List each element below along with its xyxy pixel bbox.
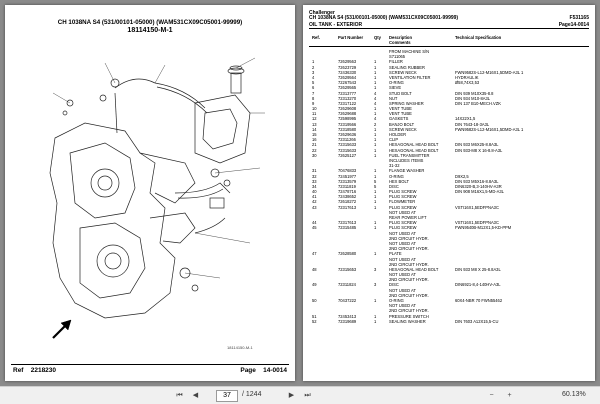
last-page-icon[interactable]: ⏭ — [304, 392, 311, 399]
row-description: O-RING — [389, 298, 404, 303]
row-description: GASKETS — [389, 116, 409, 122]
row-part-number: 72629608 — [338, 106, 357, 112]
row-ref: 43 — [312, 204, 317, 210]
col-part-number: Part Number — [338, 35, 364, 40]
row-part-number: 72317613 — [338, 204, 357, 210]
row-description: NUT — [389, 95, 398, 101]
row-part-number: 72313270 — [338, 95, 357, 101]
row-description: PLATE — [389, 251, 402, 257]
row-spec: FWN9540B-M12X1,5-KD-PPM — [455, 225, 512, 231]
row-part-number: 72629563 — [338, 59, 357, 65]
row-description: HEXAGONAL HEAD BOLT — [389, 142, 439, 148]
table-row — [309, 319, 589, 324]
row-part-number: 72315485 — [338, 225, 357, 231]
row-qty: 1 — [374, 313, 377, 319]
row-description: DISC — [389, 183, 399, 189]
row-ref: 8 — [312, 95, 315, 101]
row-part-number: 72625127 — [338, 152, 357, 158]
row-part-number: 72313579 — [338, 178, 357, 184]
next-page-icon[interactable]: ▶ — [288, 392, 295, 399]
row-qty: 4 — [374, 90, 377, 96]
row-part-number: 72315653 — [338, 266, 357, 272]
row-description: SEALING RUBBER — [389, 64, 425, 70]
parts-table — [309, 49, 589, 324]
row-part-number: 72311824 — [338, 282, 356, 288]
row-ref: 40 — [312, 189, 317, 195]
row-part-number: 72317122 — [338, 100, 357, 106]
row-part-number: 72629636 — [338, 132, 357, 137]
row-description: HEXAGONAL HEAD BOLT — [389, 266, 439, 272]
row-qty: 1 — [374, 132, 377, 137]
page-number-input[interactable] — [216, 390, 238, 402]
row-part-number: 72598995 — [338, 116, 357, 122]
row-spec: DIN 908 M16X1,5-MD-A3L — [455, 189, 504, 195]
row-spec: DIN 934 M10-8A3L — [455, 95, 491, 101]
row-qty: 5 — [374, 178, 377, 184]
row-description: VENT TUBE — [389, 106, 412, 112]
row-qty: 1 — [374, 142, 377, 148]
row-description: O-RING — [389, 80, 404, 86]
row-qty: 1 — [374, 220, 377, 226]
row-part-number: 72629688 — [338, 111, 357, 117]
row-part-number: 72319566 — [338, 121, 357, 127]
row-ref: 32 — [312, 173, 317, 179]
row-ref: 7 — [312, 90, 315, 96]
row-qty: 3 — [374, 282, 377, 288]
row-ref: 48 — [312, 266, 317, 272]
row-spec: 60X4-NBR 70 FWN55462 — [455, 298, 503, 303]
col-qty: Qty — [374, 35, 381, 40]
row-description: 2ND CIRCUIT HYDR. — [389, 308, 429, 314]
row-part-number: 72453413 — [338, 313, 357, 319]
left-footer-ref — [13, 367, 56, 374]
row-spec: DIN 933-M8 X 16-8.8-A3L — [455, 147, 503, 153]
footer-rule — [11, 364, 289, 365]
drawing-number: 18114150-M-1 — [227, 345, 253, 350]
row-qty: 1 — [374, 318, 377, 324]
header-title: CH 1038NA S4 (531/00101-05000) (WAM531CX09C05001-99999) — [309, 15, 459, 21]
viewer-toolbar — [0, 386, 600, 404]
page-total: / 1244 — [242, 391, 262, 398]
row-ref: 51 — [312, 313, 317, 319]
col-description: Description — [389, 35, 413, 40]
row-ref: 45 — [312, 225, 317, 231]
row-description: PLUG SCREW — [389, 189, 417, 195]
row-qty: 4 — [374, 95, 377, 101]
row-part-number: 72629565 — [338, 85, 357, 91]
row-qty: 1 — [374, 173, 377, 179]
row-qty: 1 — [374, 194, 377, 200]
row-qty: 1 — [374, 147, 377, 153]
ref-value: 2218230 — [30, 367, 57, 374]
previous-page-icon[interactable]: ◀ — [192, 392, 199, 399]
row-qty: 5 — [374, 183, 377, 189]
row-ref: 10 — [312, 106, 317, 112]
row-ref: 21 — [312, 142, 317, 148]
row-qty: 1 — [374, 85, 377, 91]
row-description: SIEVE — [389, 85, 402, 91]
page-label: Page — [240, 367, 256, 374]
row-qty: 2 — [374, 121, 377, 127]
row-description: SCREW NECK — [389, 69, 417, 75]
row-part-number: 72478716 — [338, 189, 357, 195]
row-spec: DIN 933 M5X16-8.8A3L — [455, 178, 499, 184]
row-description: CLIP — [389, 137, 399, 143]
row-ref: 16 — [312, 137, 317, 143]
row-part-number: 72618272 — [338, 199, 357, 205]
row-part-number: 72628580 — [338, 251, 357, 257]
row-spec: 14X22X1,5 — [455, 116, 476, 122]
right-page — [303, 5, 595, 381]
header-subtitle: OIL TANK - EXTERIOR — [309, 22, 363, 28]
row-description: FUEL TRANSMITTER — [389, 152, 430, 158]
row-part-number: 72313777 — [338, 90, 357, 96]
row-qty: 1 — [374, 106, 377, 112]
row-spec: DIN6921-8,4-140HV-A3L — [455, 282, 501, 288]
row-ref: 42 — [312, 199, 317, 205]
row-qty: 1 — [374, 225, 377, 231]
row-qty: 1 — [374, 168, 377, 174]
row-spec: DIN 7603 A12X15,5-CU — [455, 318, 499, 324]
row-part-number: 72315633 — [338, 142, 357, 148]
row-qty: 1 — [374, 80, 377, 86]
left-footer-page — [240, 367, 287, 374]
first-page-icon[interactable]: ⏮ — [176, 392, 183, 399]
row-part-number: 72318580 — [338, 126, 357, 132]
row-description: PLUG SCREW — [389, 220, 417, 226]
row-part-number: 72451977 — [338, 173, 357, 179]
row-part-number: 70476833 — [338, 168, 357, 174]
row-description: HEX BOLT — [389, 178, 409, 184]
row-description: NOT USED AT — [389, 287, 416, 293]
row-description: HEXAGONAL HEAD BOLT — [389, 147, 439, 153]
col-spec: Technical Specification — [455, 35, 502, 40]
row-qty: 4 — [374, 100, 377, 106]
row-part-number: 72311819 — [338, 183, 356, 189]
row-part-number: 72438652 — [338, 194, 357, 200]
row-ref: 6 — [312, 85, 315, 91]
ref-label: Ref — [13, 367, 24, 374]
row-description: FLANGE WASHER — [389, 168, 425, 174]
row-qty: 1 — [374, 298, 377, 303]
row-description: NOT USED AT — [389, 256, 416, 262]
row-qty: 1 — [374, 64, 377, 70]
row-part-number: 72436330 — [338, 69, 357, 75]
row-description: PLUG SCREW — [389, 225, 417, 231]
zoom-level[interactable]: 60.13% — [562, 391, 586, 398]
row-ref: 11 — [312, 111, 317, 117]
left-page — [5, 5, 295, 381]
row-description: PLUG SCREW — [389, 204, 417, 210]
row-spec: FWN9582S-L12-M16X1,5DMD-A3L 1 — [455, 126, 524, 132]
row-qty: 1 — [374, 152, 377, 158]
row-ref: 22 — [312, 147, 317, 153]
row-part-number: 72317613 — [338, 220, 357, 226]
row-spec: FWN9582S-L12-M16X1,5DMD-A3L 1 — [455, 69, 524, 75]
row-description: SCREW NECK — [389, 126, 417, 132]
row-ref: 3 — [312, 69, 315, 75]
row-part-number: 72315633 — [338, 147, 357, 153]
row-spec: DIN 933 M8 X 25-8.8A3L — [455, 266, 501, 272]
row-part-number: 72319689 — [338, 318, 357, 324]
row-description: SEALING WASHER — [389, 318, 426, 324]
row-description: NOT USED AT — [389, 303, 416, 309]
row-description: REAR POWER LIFT — [389, 215, 427, 220]
row-description: FROM MACHINE S/N — [389, 49, 430, 54]
row-description: DISC — [389, 282, 399, 288]
page-value: 14-0014 — [263, 367, 287, 374]
row-part-number: 72267543 — [338, 80, 357, 86]
row-description: PRESSURE SWITCH — [389, 313, 429, 319]
row-description: VENT TUBE — [389, 111, 412, 117]
row-spec: VSTI16X1,5EDFPNA3C — [455, 220, 499, 226]
left-page-subtitle: 18114150-M-1 — [127, 27, 173, 34]
row-qty: 1 — [374, 59, 377, 65]
row-ref: 1 — [312, 59, 315, 65]
row-qty: 1 — [374, 204, 377, 210]
row-description: 2ND CIRCUIT HYDR. — [389, 235, 429, 241]
row-qty: 4 — [374, 116, 377, 122]
row-ref: 14 — [312, 126, 317, 132]
row-ref: 15 — [312, 132, 317, 137]
row-ref: 2 — [312, 64, 315, 70]
row-description: PLUG SCREW — [389, 194, 417, 200]
row-description: NOT USED AT — [389, 230, 416, 236]
row-description: 2ND CIRCUIT HYDR. — [389, 277, 429, 283]
row-qty: 1 — [374, 74, 377, 80]
row-spec: Ø58,74X3,53 — [455, 80, 480, 86]
row-qty: 1 — [374, 137, 377, 143]
row-qty: 1 — [374, 251, 377, 257]
row-description: S711065 — [389, 54, 406, 60]
row-qty: 1 — [374, 111, 377, 117]
zoom-out-icon[interactable]: − — [489, 392, 494, 399]
row-ref: 30 — [312, 152, 317, 158]
col-comments: Comments — [389, 40, 411, 45]
row-qty: 3 — [374, 266, 377, 272]
row-spec: D9X2,5 — [455, 173, 469, 179]
row-ref: 49 — [312, 282, 317, 288]
header-rule — [309, 28, 589, 29]
row-part-number: 72311266 — [338, 137, 356, 143]
row-spec: DIN6320-B,3-140HV-A3R — [455, 183, 502, 189]
row-ref: 41 — [312, 194, 317, 200]
row-part-number: 72629564 — [338, 74, 357, 80]
row-description: 31-32 — [389, 163, 400, 169]
columns-rule — [309, 46, 589, 47]
row-description: STUD BOLT — [389, 90, 412, 96]
row-description: 2ND CIRCUIT HYDR. — [389, 261, 429, 267]
row-description: NOT USED AT — [389, 240, 416, 246]
row-spec: DIN 939 M10X35-8.8 — [455, 90, 494, 96]
row-spec: VSTI16X1,5EDFPNA3C — [455, 204, 499, 210]
row-spec: DIN 137 B10-MECH.VZK — [455, 100, 501, 106]
row-ref: 31 — [312, 168, 317, 174]
row-ref: 50 — [312, 298, 317, 303]
row-description: FILLER — [389, 59, 403, 65]
row-description: O-RING — [389, 173, 404, 179]
right-page-header — [309, 15, 589, 35]
row-description: VENTILATION FILTER — [389, 74, 431, 80]
row-ref: 12 — [312, 116, 317, 122]
row-description: SPRING WASHER — [389, 100, 424, 106]
row-ref: 33 — [312, 178, 317, 184]
row-description: NOT USED AT — [389, 272, 416, 278]
row-ref: 13 — [312, 121, 317, 127]
row-spec: DIN 933 M6X25-8.8A3L — [455, 142, 499, 148]
row-qty: 1 — [374, 126, 377, 132]
row-ref: 9 — [312, 100, 315, 106]
row-description: 2ND CIRCUIT HYDR. — [389, 292, 429, 298]
row-ref: 34 — [312, 183, 317, 189]
row-description: 2ND CIRCUIT HYDR. — [389, 246, 429, 252]
row-spec: HYDRAULIK — [455, 74, 479, 80]
row-qty: 1 — [374, 199, 377, 205]
row-description: INCLUDES ITEMS — [389, 157, 424, 163]
row-qty: 1 — [374, 69, 377, 75]
header-page: Page14-0014 — [558, 22, 589, 28]
row-qty: 1 — [374, 189, 377, 195]
row-ref: 44 — [312, 220, 317, 226]
row-description: BANJO BOLT — [389, 121, 415, 127]
row-description: FLOWMETER — [389, 199, 416, 205]
zoom-in-icon[interactable]: + — [507, 392, 512, 399]
row-description: NOT USED AT — [389, 209, 416, 215]
row-ref: 52 — [312, 318, 317, 324]
row-ref: 5 — [312, 80, 315, 86]
col-ref: Ref. — [312, 35, 320, 40]
row-part-number: 72623729 — [338, 64, 357, 70]
row-part-number: 70437222 — [338, 298, 357, 303]
row-description: HOLDER — [389, 132, 407, 137]
exploded-parts-drawing — [45, 43, 270, 343]
row-ref: 47 — [312, 251, 317, 257]
row-spec: DIN 7643-18-3A3L — [455, 121, 490, 127]
left-page-title: CH 1038NA S4 (531/00101-05000) (WAM531CX09C05001-99999) — [57, 19, 243, 26]
header-code: F531165 — [569, 15, 589, 21]
row-ref: 4 — [312, 74, 315, 80]
brand-name: Challenger — [309, 10, 335, 16]
